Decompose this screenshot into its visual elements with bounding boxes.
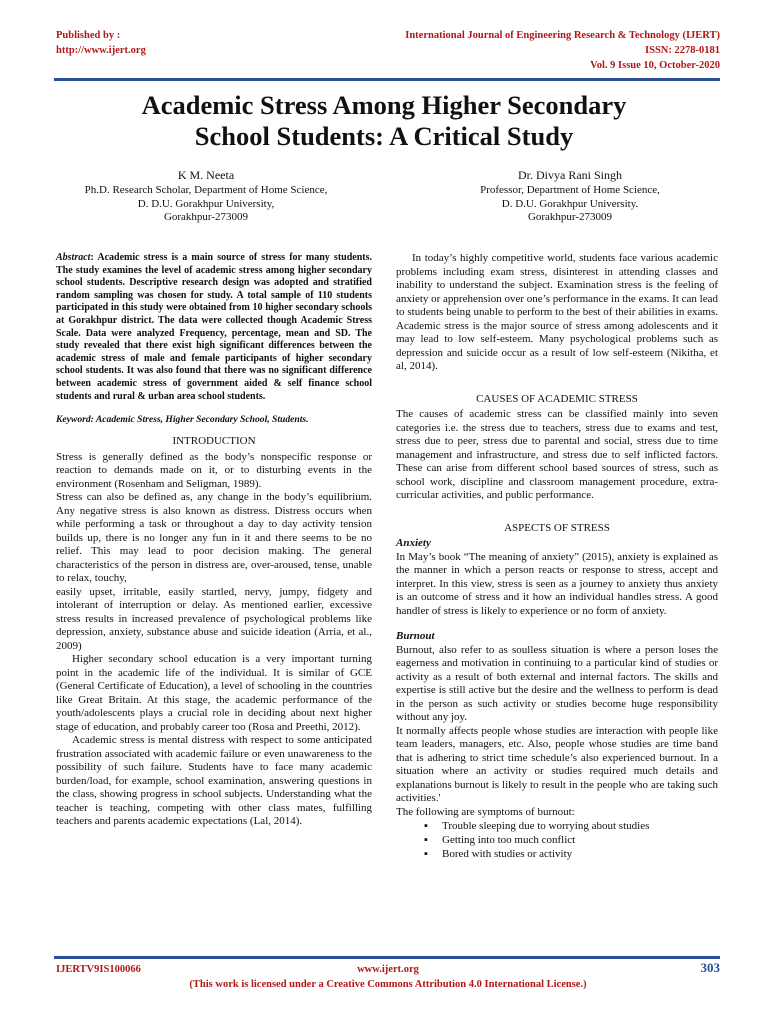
paper-title [40, 90, 728, 152]
author-2-affiliation-2: D. D.U. Gorakhpur University. [501, 197, 639, 210]
list-item: ▪ Getting into too much conflict [424, 833, 718, 847]
issn-label: ISSN: 2278-0181 [645, 45, 720, 56]
paper-title-line-1: Academic Stress Among Higher Secondary [141, 90, 627, 120]
footer-divider [54, 956, 720, 959]
page-number: 303 [700, 960, 720, 975]
abstract-text: : Academic stress is a main source of stress for many students. The study examines the level of academic stress among higher secondary school students. Descriptive research design was adopted and stratified random sampling was chosen for study. A total sample of 110 students participated in this study were obtained from 10 higher secondary schools at Gorakhpur district. The data were collected though Academic Stress Scale. Data were analyzed Frequency, percentage, mean and SD. The study revealed that there exist high significant differences between the academic stress of male and female participants of higher secondary school students. It was also found that there was no significant difference between academic stress of government aided & self finance school students and rural & urban area school students. [56, 252, 372, 402]
left-column [56, 252, 372, 829]
author-1-affiliation-1: Ph.D. Research Scholar, Department of Home Science, [84, 184, 328, 196]
author-1-name: K M. Neeta [177, 168, 235, 182]
intro-paragraph-3: easily upset, irritable, easily startled, nervy, jumpy, fidgety and intolerant of interruption or delay. As mentioned earlier, excessive stress results in increased prevalence of psychological problems like depression, anxiety, substance abuse and suicide ideation (Arria, et al., 2009) [56, 585, 372, 652]
list-item: ▪ Trouble sleeping due to worrying about studies [424, 819, 718, 833]
header-divider [54, 78, 720, 81]
burnout-paragraph-2: It normally affects people whose studies are interaction with people like team leaders, managers, etc. Also, people whose studies are time band that is adhering to strict time schedule’s also experienced burnout. In a situation where an activity or studies required much details and explanations burnout is likely to result in the people who are taking such activities.' [396, 724, 718, 804]
aspects-heading: ASPECTS OF STRESS [504, 521, 610, 534]
intro-paragraph-2: Stress can also be defined as, any change in the body’s equilibrium. Any negative stress is also known as distress. Distress occurs when while performing a task or throughout a day to day activity tension builds up, there is no longer any fun in it and there seems to be no relief. This may lead to poor decision making. The general characteristics of the person in distress are, over-aroused, tense, unable to relax, touchy, [56, 491, 372, 585]
paper-id: IJERTV9IS100066 [56, 964, 141, 975]
burnout-symptoms-list [424, 819, 718, 861]
anxiety-heading: Anxiety [396, 537, 431, 549]
causes-paragraph: The causes of academic stress can be classified mainly into seven categories i.e. the stress due to teachers, stress due to exams and test, stress due to peer, stress due to parental and social, stress due to time management and infrastructure, and stress due to self inflicted factors. These can arise from different school based sources of stress, such as school work, discipline and classroom management procedure, extra-curricular activities, and public performance. [396, 408, 718, 501]
published-by-label: Published by : [56, 30, 121, 41]
author-1-affiliation-2: D. D.U. Gorakhpur University, [137, 197, 275, 210]
author-2-name: Dr. Divya Rani Singh [518, 168, 622, 182]
intro-paragraph-1: Stress is generally defined as the body’s nonspecific response or reaction to demands made on it, or to disturbing events in the environment (Rosenham and Seligman, 1989). [56, 450, 372, 490]
intro-paragraph-4: Higher secondary school education is a very important turning point in the academic life of the individual. It is similar of GCE (General Certificate of Education), a level of schooling in the countries like Great Britain. At this stage, the academic performance of the youth/adolescents plays a crucial role in deciding about next higher stage of education, and probably career too (Rosa and Preethi, 2012). [56, 653, 372, 733]
author-block [56, 168, 720, 228]
footer-website-link[interactable]: www.ijert.org [357, 964, 419, 975]
paper-title-line-2: School Students: A Critical Study [194, 121, 574, 151]
burnout-paragraph-3: The following are symptoms of burnout: [396, 805, 575, 818]
author-2 [420, 168, 720, 225]
introduction-heading: INTRODUCTION [172, 435, 256, 448]
license-notice: (This work is licensed under a Creative Commons Attribution 4.0 International License.) [189, 979, 587, 990]
author-2-affiliation-3: Gorakhpur-273009 [527, 211, 613, 223]
volume-issue-label: Vol. 9 Issue 10, October-2020 [590, 60, 720, 71]
right-paragraph-1: In today’s highly competitive world, students face various academic problems including exam stress, disinterest in attending classes and inability to understand the subject. Examination stress is the feeling of anxiety or apprehension over one’s performance in the exams. It can lead to students being unable to perform to the best of their abilities in exams. Academic stress is the major source of stress among adolescents and it may lead to low self-esteem. Many psychological problems such as depression and suicide occur as a result of low self-esteem (Nikitha, et al, 2014). [396, 252, 718, 372]
abstract [56, 252, 372, 403]
journal-name: International Journal of Engineering Research & Technology (IJERT) [405, 30, 720, 41]
header-left [56, 28, 146, 58]
keywords: Keyword: Academic Stress, Higher Secondary School, Students. [56, 414, 309, 426]
author-1-affiliation-3: Gorakhpur-273009 [163, 211, 249, 223]
author-2-affiliation-1: Professor, Department of Home Science, [480, 184, 660, 196]
page-footer [56, 960, 720, 999]
burnout-heading: Burnout [396, 630, 435, 642]
anxiety-paragraph: In May’s book “The meaning of anxiety” (2015), anxiety is explained as the manner in which a person reacts or response to stress, accept and interpret. In this view, stress is seen as a journey to anxiety thus anxiety is an outcome of stress and it how an individual handles stress. A good handler of stress is likely to experience or no form of anxiety. [396, 550, 718, 617]
abstract-label: Abstract [56, 252, 91, 263]
causes-heading: CAUSES OF ACADEMIC STRESS [476, 392, 638, 405]
list-item: ▪ Bored with studies or activity [424, 847, 718, 861]
right-column [396, 252, 718, 861]
burnout-paragraph-1: Burnout, also refer to as soulless situation is where a person loses the eagerness and motivation in continuing to a particular kind of studies or activity as a result of both external and internal factors. The skills and expertise is still active but the desire and the wellness to perform is dead in the person as such activity or studies become huge responsibility without any joy. [396, 643, 718, 723]
header-right [405, 28, 720, 73]
author-1 [56, 168, 356, 225]
intro-paragraph-5: Academic stress is mental distress with respect to some anticipated frustration associated with academic failure or even unawareness to the possibility of such failure. Students have to face many academic burden/load, for example, school examination, answering questions in the class, showing progress in school subjects. Understanding what the teacher is teaching, competing with other class mates, fulfilling teachers and parents academic expectations (Lal, 2014). [56, 734, 372, 828]
page-header [56, 28, 720, 74]
publisher-website-link[interactable]: http://www.ijert.org [56, 45, 146, 56]
